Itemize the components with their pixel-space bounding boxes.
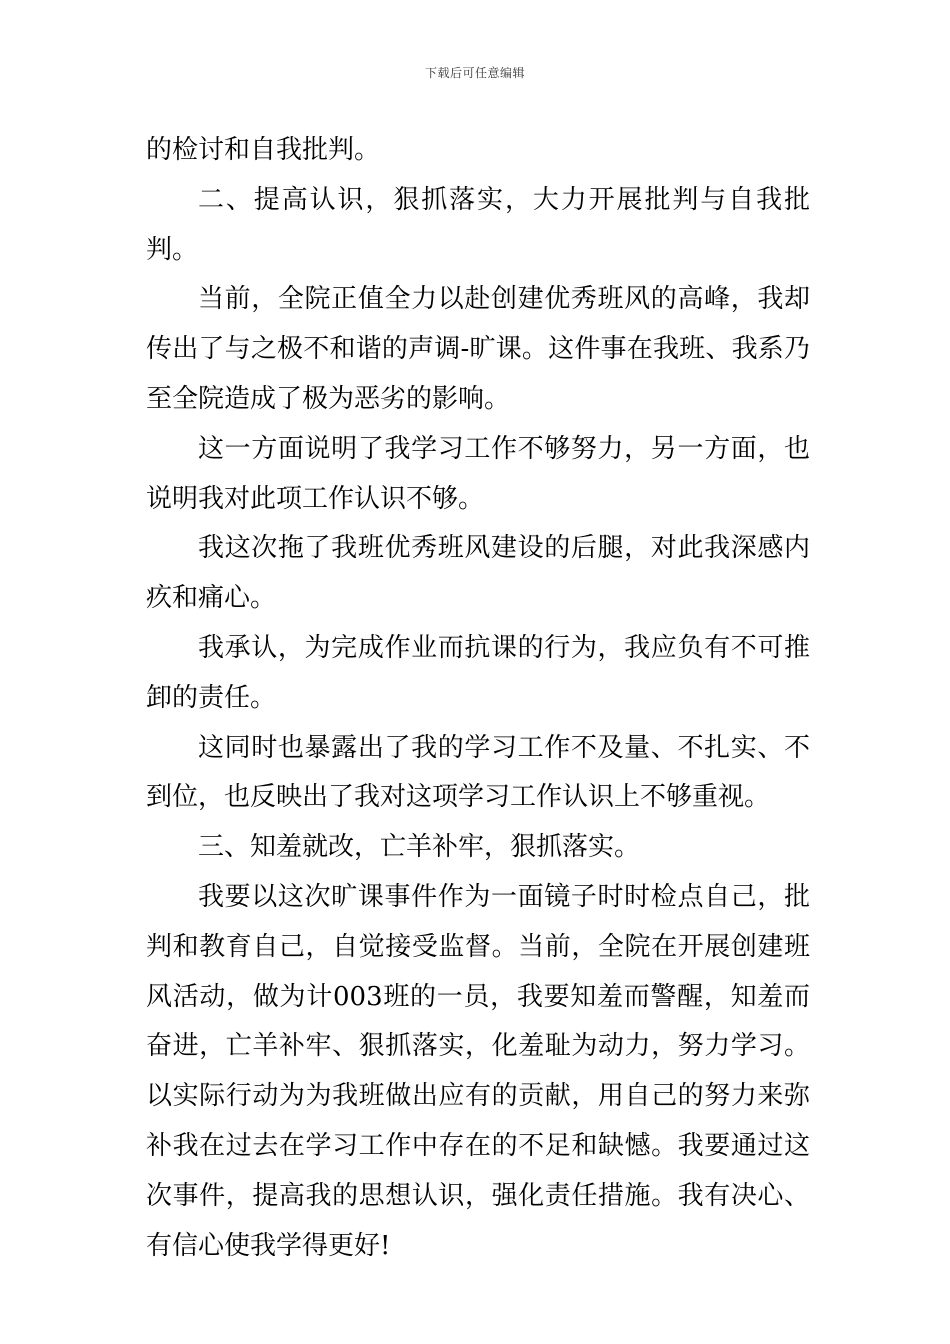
paragraph: 三、知羞就改，亡羊补牢，狠抓落实。: [198, 832, 641, 863]
paragraph: 这同时也暴露出了我的学习工作不及量、不扎实、不到位，也反映出了我对这项学习工作认识上不够重视。: [146, 732, 810, 813]
page-header: 下载后可任意编辑: [424, 66, 525, 80]
paragraph: 二、提高认识，狠抓落实，大力开展批判与自我批判。: [146, 184, 810, 265]
paragraph: 这一方面说明了我学习工作不够努力，另一方面，也说明我对此项工作认识不够。: [146, 433, 810, 514]
paragraph: 的检讨和自我批判。: [146, 135, 381, 165]
paragraph: 当前，全院正值全力以赴创建优秀班风的高峰，我却传出了与之极不和谐的声调-旷课。这件事在我班、我系乃至全院造成了极为恶劣的影响。: [146, 284, 810, 414]
paragraph: 我这次拖了我班优秀班风建设的后腿，对此我深感内疚和痛心。: [146, 533, 810, 614]
paragraph: 我承认，为完成作业而抗课的行为，我应负有不可推卸的责任。: [146, 632, 810, 713]
document-body: [146, 126, 810, 1271]
paragraph: 我要以这次旷课事件作为一面镜子时时检点自己，批判和教育自己，自觉接受监督。当前，全院在开展创建班风活动，做为计003班的一员，我要知羞而警醒，知羞而奋进，亡羊补牢、狠抓落实，化羞耻为动力，努力学习。以实际行动为为我班做出应有的贡献，用自己的努力来弥补我在过去在学习工作中存在的不足和缺憾。我要通过这次事件，提高我的思想认识，强化责任措施。我有决心、有信心使我学得更好!: [146, 881, 810, 1261]
